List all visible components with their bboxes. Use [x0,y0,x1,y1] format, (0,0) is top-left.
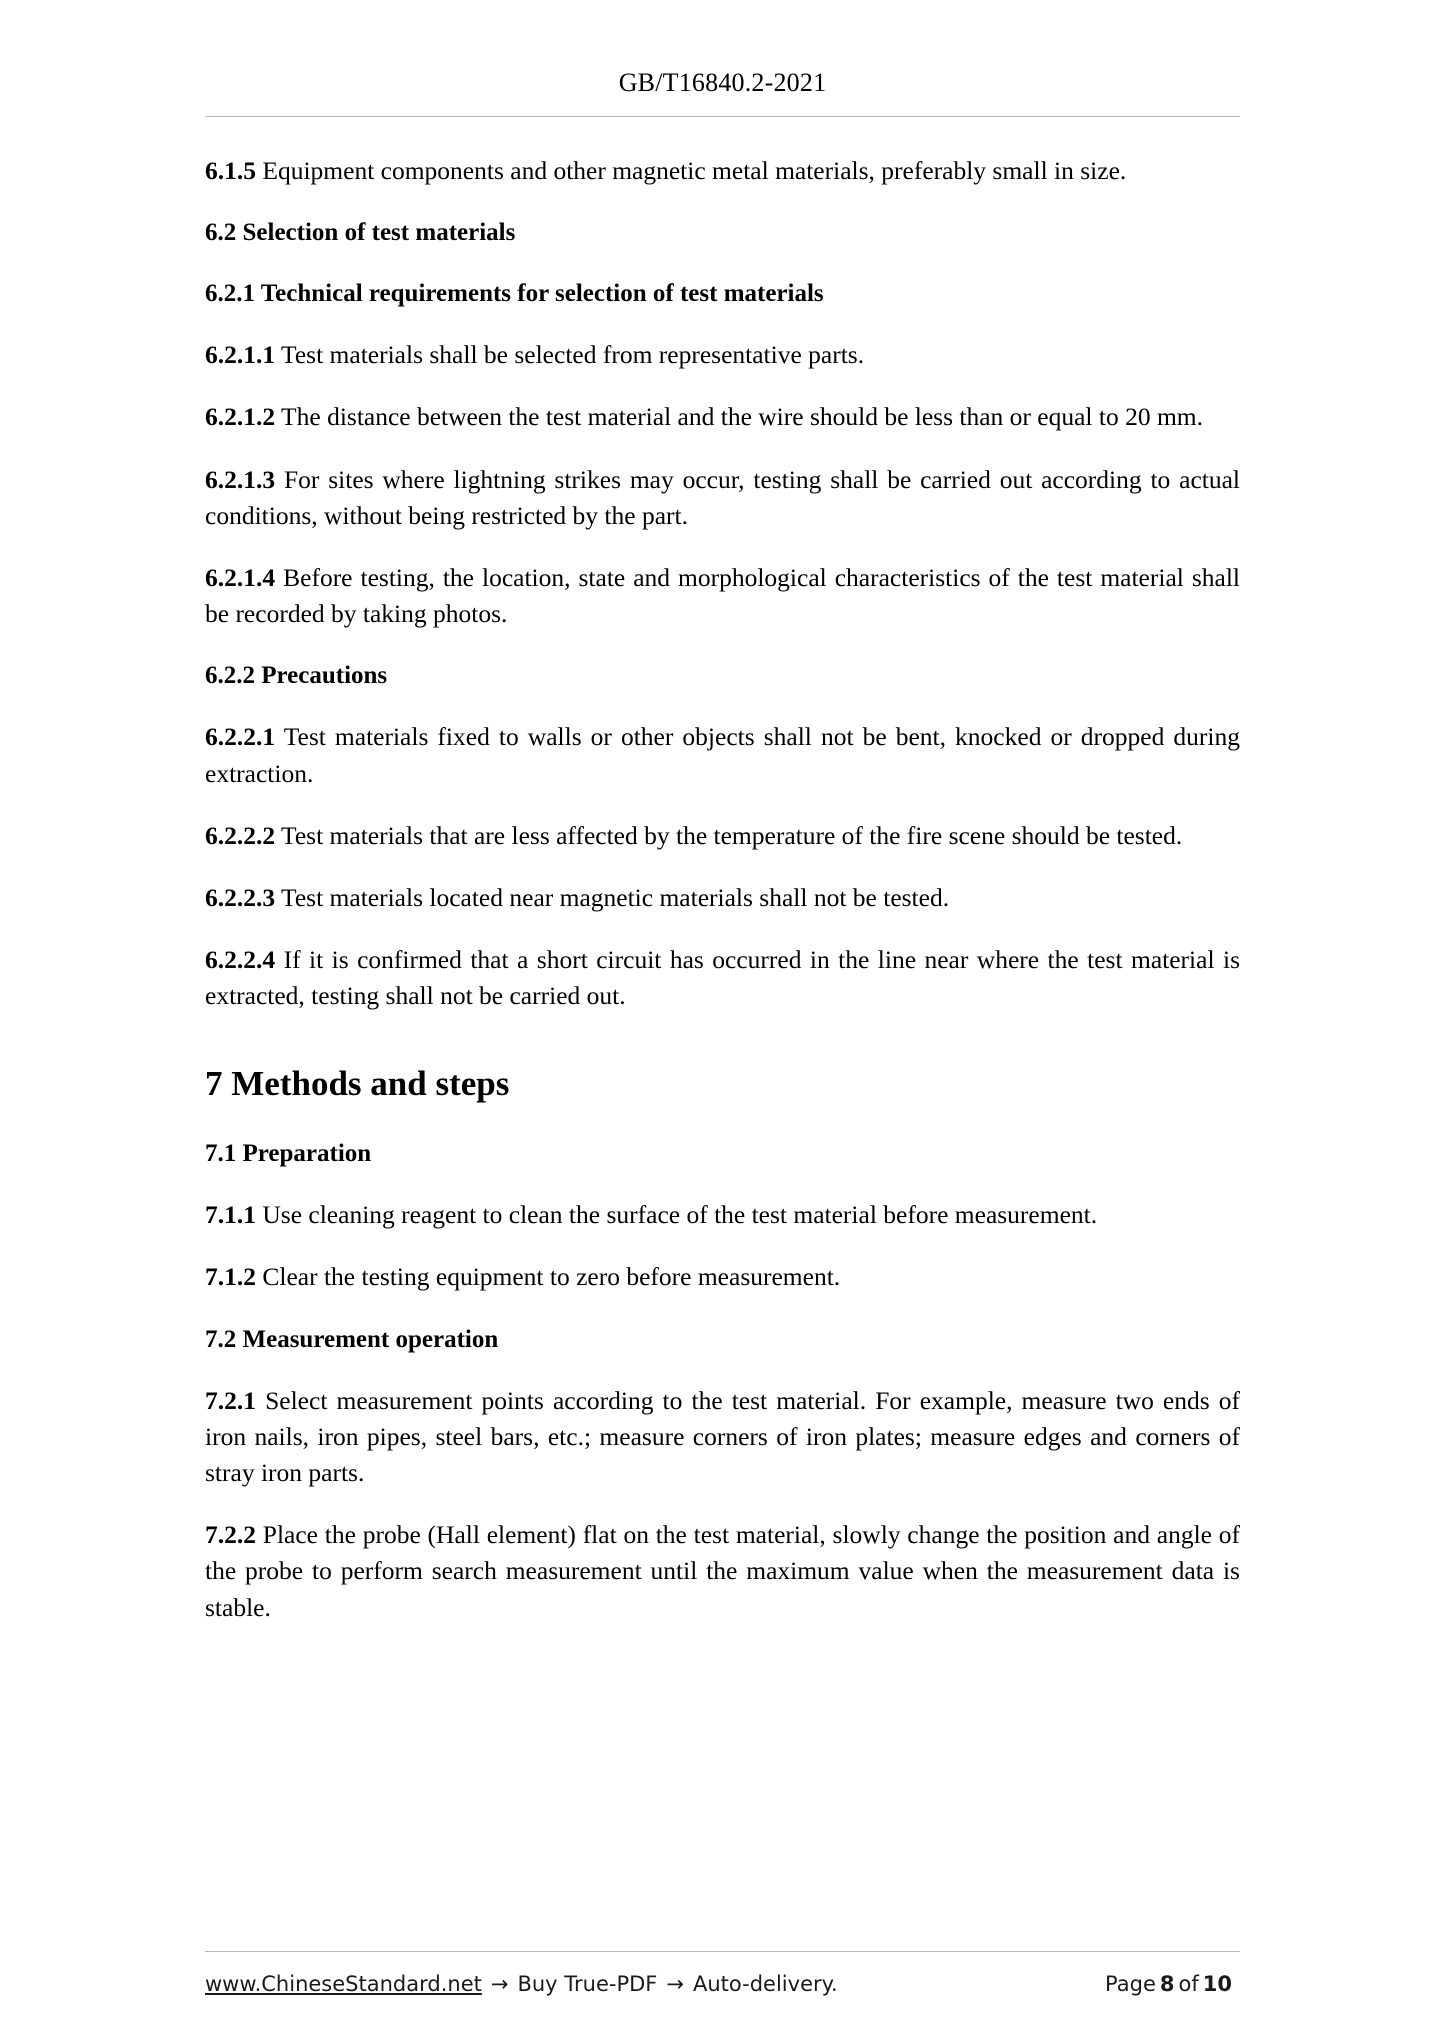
clause-text: Test materials shall be selected from representative parts. [281,340,865,370]
clause-paragraph [205,719,1240,791]
clause-paragraph [205,1259,1240,1295]
clause-heading: 6.2.2 Precautions [205,662,388,690]
clause-text: Before testing, the location, state and morphological characteristics of the test material shall be recorded by taking photos. [205,563,1241,629]
website-link[interactable]: www.ChineseStandard.net [205,1972,482,1996]
clause-text: Select measurement points according to the test material. For example, measure two ends of iron nails, iron pipes, steel bars, etc.; measure corners of iron plates; measure edges and corners of stray iron parts. [205,1385,1241,1487]
clause-paragraph [205,153,1240,189]
clause-paragraph [205,942,1240,1014]
page-indicator [1105,1972,1240,1996]
clause-number: 6.2.1.1 [205,340,276,370]
clause-number: 7.1.1 [205,1200,256,1230]
standard-id: GB/T16840.2-2021 [618,68,827,97]
clause-text: If it is confirmed that a short circuit has occurred in the line near where the test material is extracted, testing shall not be carried out. [205,945,1240,1011]
page-total: 10 [1202,1972,1232,1996]
arrow-right-icon: → [490,1972,509,1996]
clause-text: Equipment components and other magnetic metal materials, preferably small in size. [262,156,1127,185]
clause-heading: 6.2.1 Technical requirements for selection of test materials [205,280,824,308]
clause-number: 7.1.2 [205,1262,256,1292]
buy-pdf-label: Buy True-PDF [517,1972,658,1996]
clause-text: Use cleaning reagent to clean the surface of the test material before measurement. [262,1200,1098,1230]
section-heading: 7 Methods and steps [205,1063,510,1103]
clause-text: Test materials located near magnetic materials shall not be tested. [281,883,950,913]
clause-number: 6.2.2.4 [205,945,276,975]
clause-heading: 7.1 Preparation [205,1140,372,1168]
of-label: of [1178,1972,1199,1996]
arrow-right-icon: → [666,1972,684,1996]
clause-number: 6.2.2.3 [205,883,276,913]
clause-text: Test materials fixed to walls or other objects shall not be bent, knocked or dropped during extraction. [205,722,1241,788]
clause-number: 6.2.1.2 [205,402,276,432]
clause-heading: 7.2 Measurement operation [205,1325,499,1353]
clause-text: For sites where lightning strikes may occur, testing shall be carried out according to actual conditions, without being restricted by the part. [205,464,1241,530]
page-footer [205,1951,1240,1996]
clause-text: The distance between the test material and the wire should be less than or equal to 20 mm. [281,402,1204,432]
clause-text: Clear the testing equipment to zero before measurement. [262,1262,841,1292]
page-number: 8 [1159,1972,1175,1996]
clause-text: Test materials that are less affected by the temperature of the fire scene should be tested. [281,820,1183,850]
clause-number: 6.2.1.4 [205,563,276,593]
clause-text: Place the probe (Hall element) flat on the test material, slowly change the position and angle of the probe to perform search measurement until the maximum value when the measurement data is stable. [205,1520,1240,1622]
auto-delivery-label: Auto-delivery. [693,1972,838,1996]
clause-paragraph [205,1197,1240,1233]
clause-paragraph [205,560,1240,632]
clause-paragraph [205,399,1240,435]
clause-heading: 6.2 Selection of test materials [205,219,516,247]
page-header [0,0,1445,98]
document-body [205,117,1240,1626]
clause-number: 6.2.1.3 [205,464,276,494]
clause-number: 7.2.2 [205,1520,256,1550]
clause-paragraph [205,462,1240,534]
clause-paragraph [205,1383,1240,1492]
clause-paragraph [205,337,1240,373]
footer-divider [205,1951,1240,1952]
page-label: Page [1105,1972,1156,1996]
clause-number: 6.1.5 [205,156,256,185]
clause-paragraph [205,880,1240,916]
clause-number: 7.2.1 [205,1385,256,1415]
clause-paragraph [205,818,1240,854]
clause-number: 6.2.2.2 [205,820,276,850]
clause-number: 6.2.2.1 [205,722,276,752]
clause-paragraph [205,1517,1240,1626]
